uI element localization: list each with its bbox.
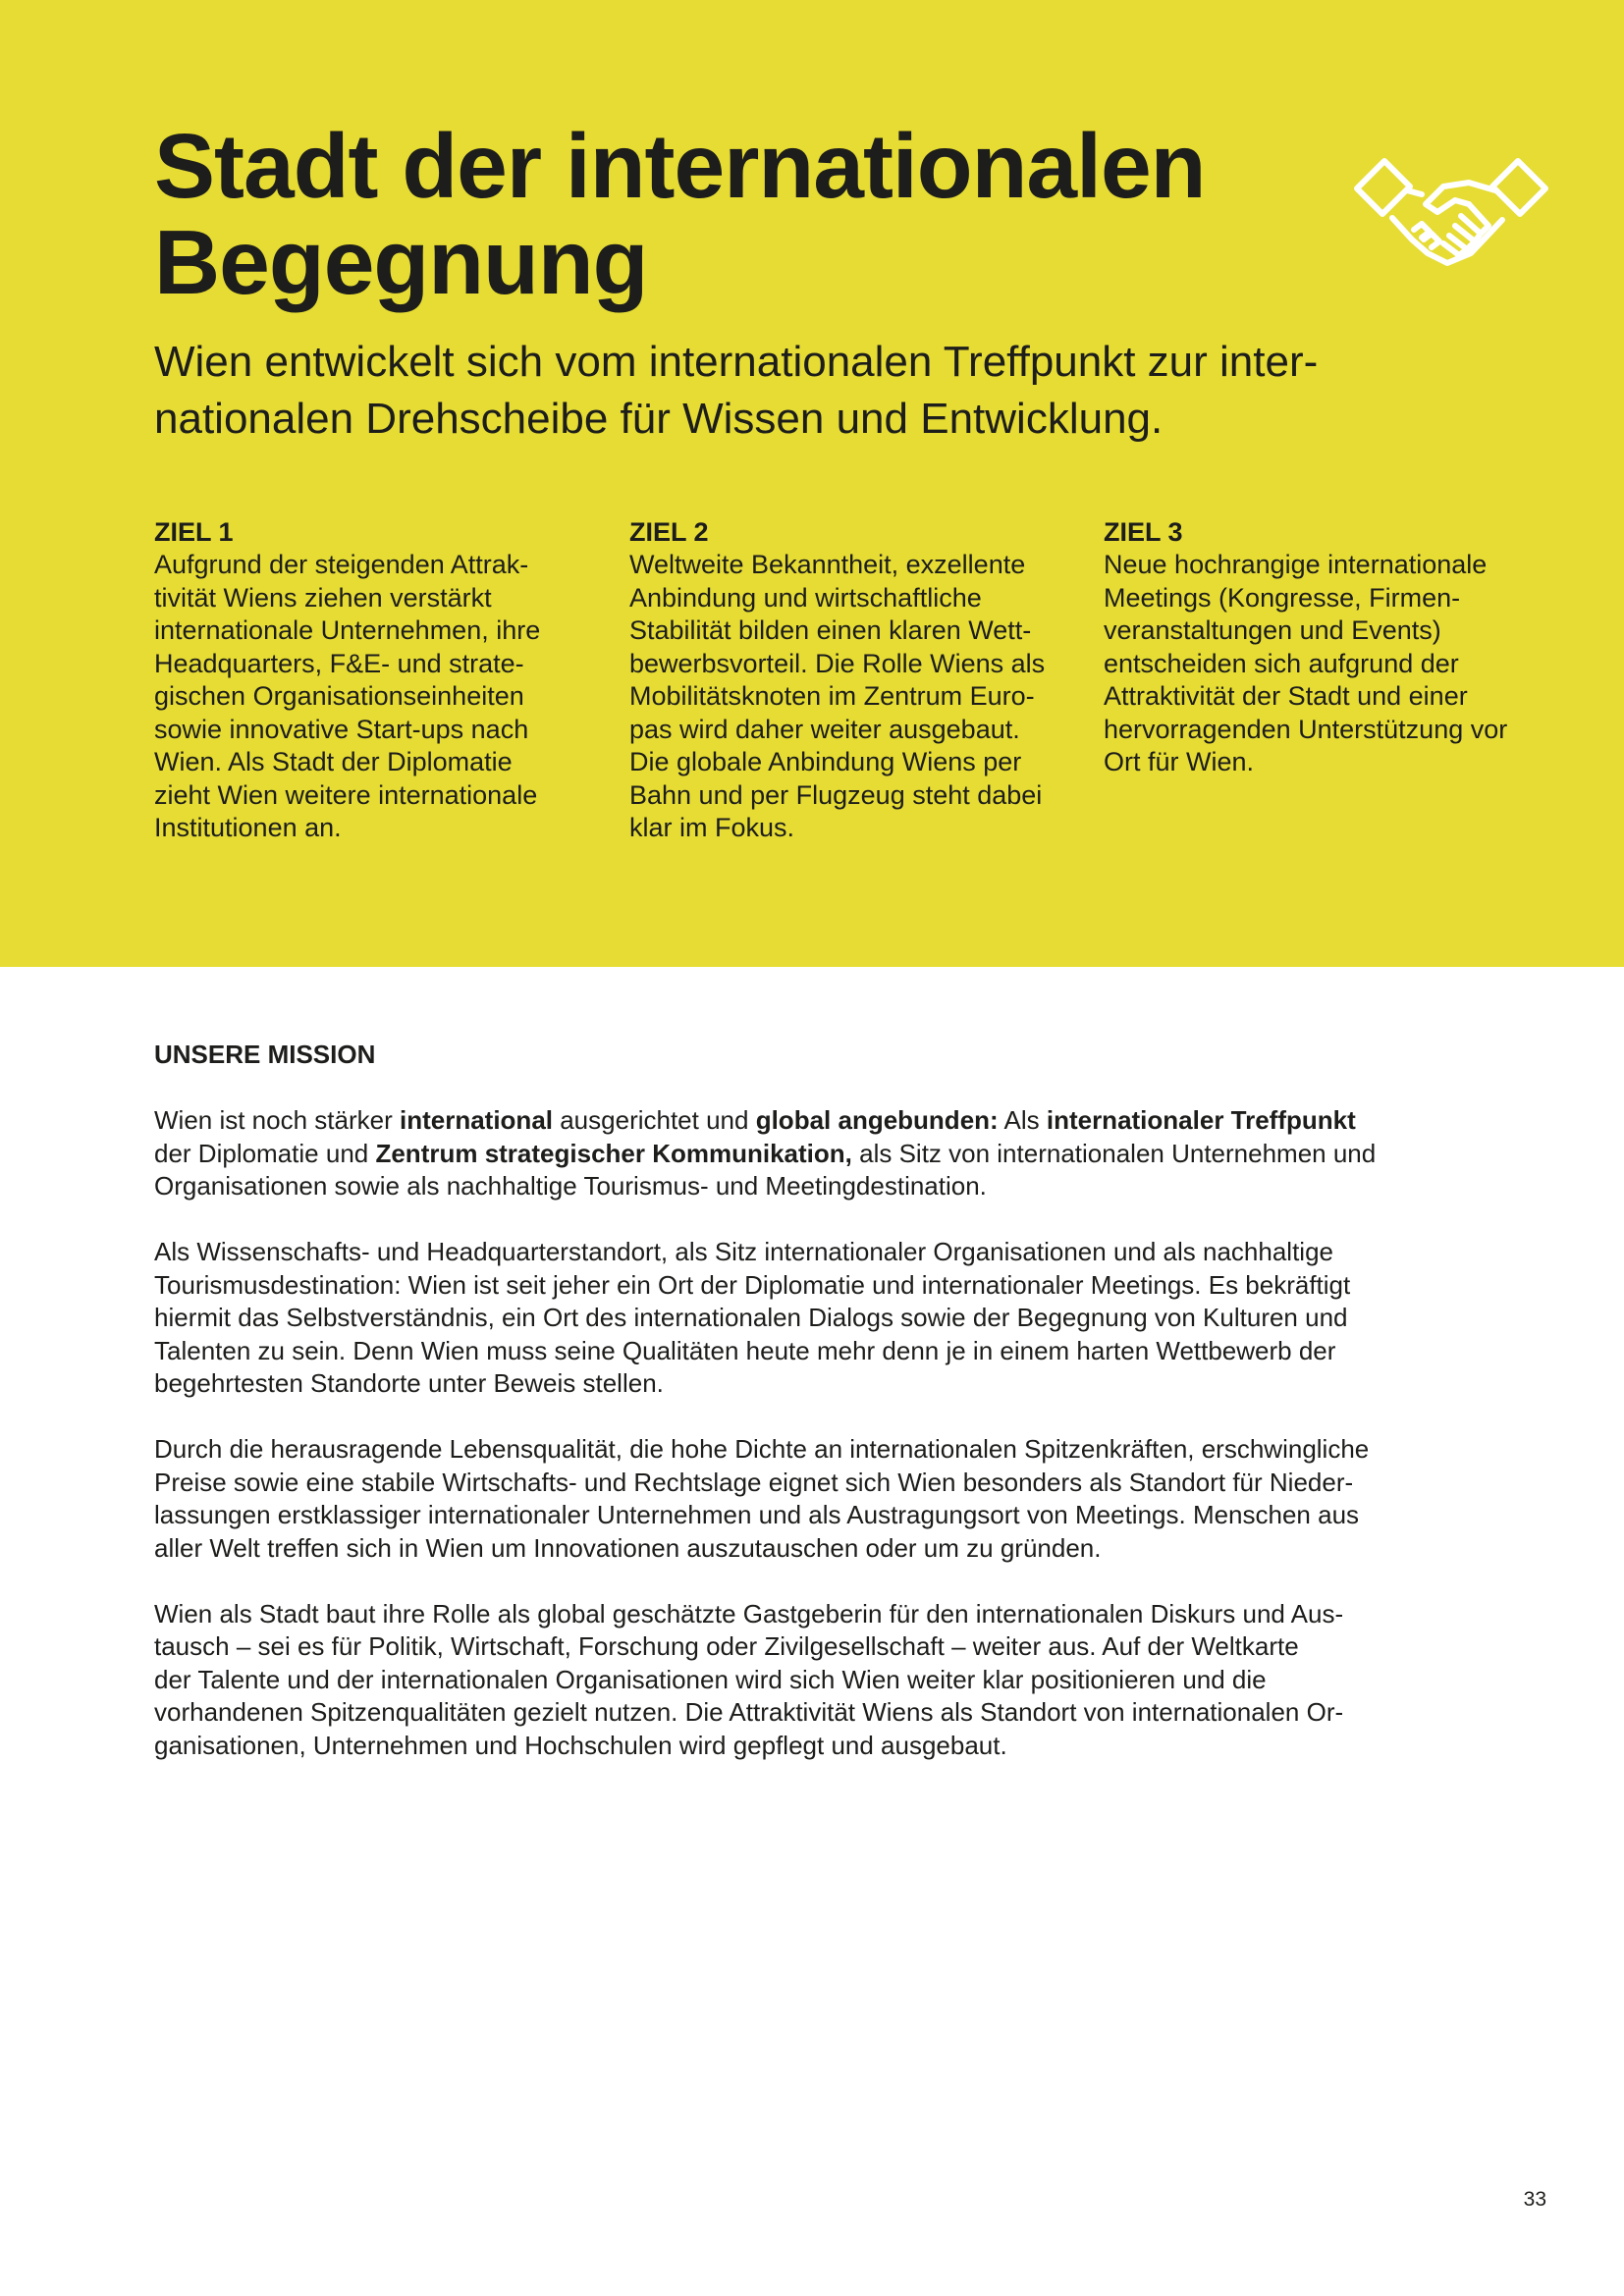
goal-2-line: bewerbsvorteil. Die Rolle Wiens als: [629, 648, 1046, 678]
goal-2-line: Stabilität bilden einen klaren Wett-: [629, 615, 1032, 645]
goal-1-line: Headquarters, F&E- und strate-: [154, 648, 524, 678]
goal-3-label: ZIEL 3: [1104, 517, 1183, 547]
goal-2-line: Anbindung und wirtschaftliche: [629, 582, 982, 613]
text-run: als Sitz von internationalen Unternehmen und: [851, 1138, 1377, 1168]
bold-run: global angebunden:: [755, 1105, 999, 1135]
text-line: Wien als Stadt baut ihre Rolle als global geschätzte Gastgeberin für den internationalen Diskurs und Aus-: [154, 1598, 1344, 1629]
goal-3-line: Neue hochrangige internationale: [1104, 550, 1488, 579]
text-run: ausgerichtet und: [553, 1105, 756, 1135]
text-line: begehrtesten Standorte unter Beweis stellen.: [154, 1368, 664, 1398]
goal-3-line: entscheiden sich aufgrund der: [1104, 648, 1459, 678]
goal-2-line: Bahn und per Flugzeug steht dabei: [629, 779, 1043, 810]
text-line: Tourismusdestination: Wien ist seit jeher ein Ort der Diplomatie und internationaler Meetings. Es bekräftigt: [154, 1269, 1351, 1300]
goal-3-line: Attraktivität der Stadt und einer: [1104, 681, 1468, 711]
text-line: ganisationen, Unternehmen und Hochschulen wird gepflegt und ausgebaut.: [154, 1730, 1007, 1760]
mission-section: [154, 1039, 1489, 1795]
goal-3-line: veranstaltungen und Events): [1104, 615, 1441, 645]
text-run: Wien ist noch stärker: [154, 1105, 400, 1135]
mission-paragraph-4: [154, 1598, 1489, 1763]
mission-paragraph-3: [154, 1433, 1489, 1565]
title-line-2: Begegnung: [154, 211, 648, 313]
goal-2-label: ZIEL 2: [629, 517, 709, 547]
goal-1: [154, 515, 606, 845]
goal-1-text: [154, 549, 606, 845]
text-line: lassungen erstklassiger internationaler Unternehmen und als Austragungsort von Meetings. Menschen aus: [154, 1500, 1360, 1529]
text-line: Preise sowie eine stabile Wirtschafts- und Rechtslage eignet sich Wien besonders als Standort für Nieder-: [154, 1467, 1354, 1497]
text-run: Als: [998, 1105, 1047, 1135]
goal-2-line: Weltweite Bekanntheit, exzellente: [629, 550, 1026, 579]
text-line: Durch die herausragende Lebensqualität, die hohe Dichte an internationalen Spitzenkräften, erschwingliche: [154, 1434, 1370, 1464]
goal-1-line: tivität Wiens ziehen verstärkt: [154, 582, 492, 613]
page-title: [154, 115, 1206, 313]
subtitle: [154, 334, 1431, 448]
bold-run: internationaler Treffpunkt: [1046, 1105, 1356, 1135]
goal-1-line: gischen Organisationseinheiten: [154, 681, 524, 711]
goal-2-line: Mobilitätsknoten im Zentrum Euro-: [629, 681, 1035, 711]
bold-run: Zentrum strategischer Kommunikation,: [375, 1138, 852, 1168]
text-line: Talenten zu sein. Denn Wien muss seine Qualitäten heute mehr denn je in einem harten Wettbewerb der: [154, 1335, 1336, 1365]
goal-3-text: [1104, 549, 1555, 779]
text-line: vorhandenen Spitzenqualitäten gezielt nutzen. Die Attraktivität Wiens als Standort von internationalen Or-: [154, 1697, 1344, 1727]
text-line: aller Welt treffen sich in Wien um Innovationen auszutauschen oder um zu gründen.: [154, 1532, 1102, 1563]
goal-3: [1104, 515, 1555, 779]
text-line: hiermit das Selbstverständnis, ein Ort des internationalen Dialogs sowie der Begegnung von Kulturen und: [154, 1303, 1348, 1332]
goal-2-line: pas wird daher weiter ausgebaut.: [629, 714, 1020, 744]
goal-2-text: [629, 549, 1081, 845]
goal-1-label: ZIEL 1: [154, 517, 234, 547]
page-number: 33: [1523, 2188, 1546, 2211]
bold-run: international: [399, 1105, 553, 1135]
header-banner: [0, 0, 1624, 967]
text-run: der Diplomatie und: [154, 1138, 376, 1168]
goal-1-line: Aufgrund der steigenden Attrak-: [154, 550, 529, 579]
goal-3-line: Meetings (Kongresse, Firmen-: [1104, 582, 1461, 613]
subtitle-line-2: nationalen Drehscheibe für Wissen und Entwicklung.: [154, 395, 1164, 443]
goal-1-line: sowie innovative Start-ups nach: [154, 714, 529, 744]
mission-paragraph-1: [154, 1104, 1489, 1203]
text-line: tausch – sei es für Politik, Wirtschaft, Forschung oder Zivilgesellschaft – weiter aus. Auf der Weltkarte: [154, 1631, 1299, 1661]
goal-1-line: Institutionen an.: [154, 813, 342, 842]
goal-3-line: Ort für Wien.: [1104, 747, 1255, 776]
mission-paragraph-2: [154, 1236, 1489, 1401]
goal-2-line: klar im Fokus.: [629, 813, 795, 842]
text-line: der Talente und der internationalen Organisationen wird sich Wien weiter klar positionieren und die: [154, 1664, 1267, 1694]
handshake-icon: [1353, 147, 1549, 294]
goal-1-line: zieht Wien weitere internationale: [154, 779, 538, 810]
goal-2-line: Die globale Anbindung Wiens per: [629, 747, 1022, 776]
subtitle-line-1: Wien entwickelt sich vom internationalen Treffpunkt zur inter-: [154, 338, 1319, 386]
goal-1-line: Wien. Als Stadt der Diplomatie: [154, 747, 513, 776]
goal-2: [629, 515, 1081, 845]
goal-3-line: hervorragenden Unterstützung vor: [1104, 714, 1508, 744]
text-line: Als Wissenschafts- und Headquarterstandort, als Sitz internationaler Organisationen und als nachhaltige: [154, 1237, 1334, 1266]
mission-heading: UNSERE MISSION: [154, 1040, 376, 1069]
goal-1-line: internationale Unternehmen, ihre: [154, 615, 541, 645]
title-line-1: Stadt der internationalen: [154, 115, 1206, 217]
text-run: Organisationen sowie als nachhaltige Tourismus- und Meetingdestination.: [154, 1171, 987, 1201]
